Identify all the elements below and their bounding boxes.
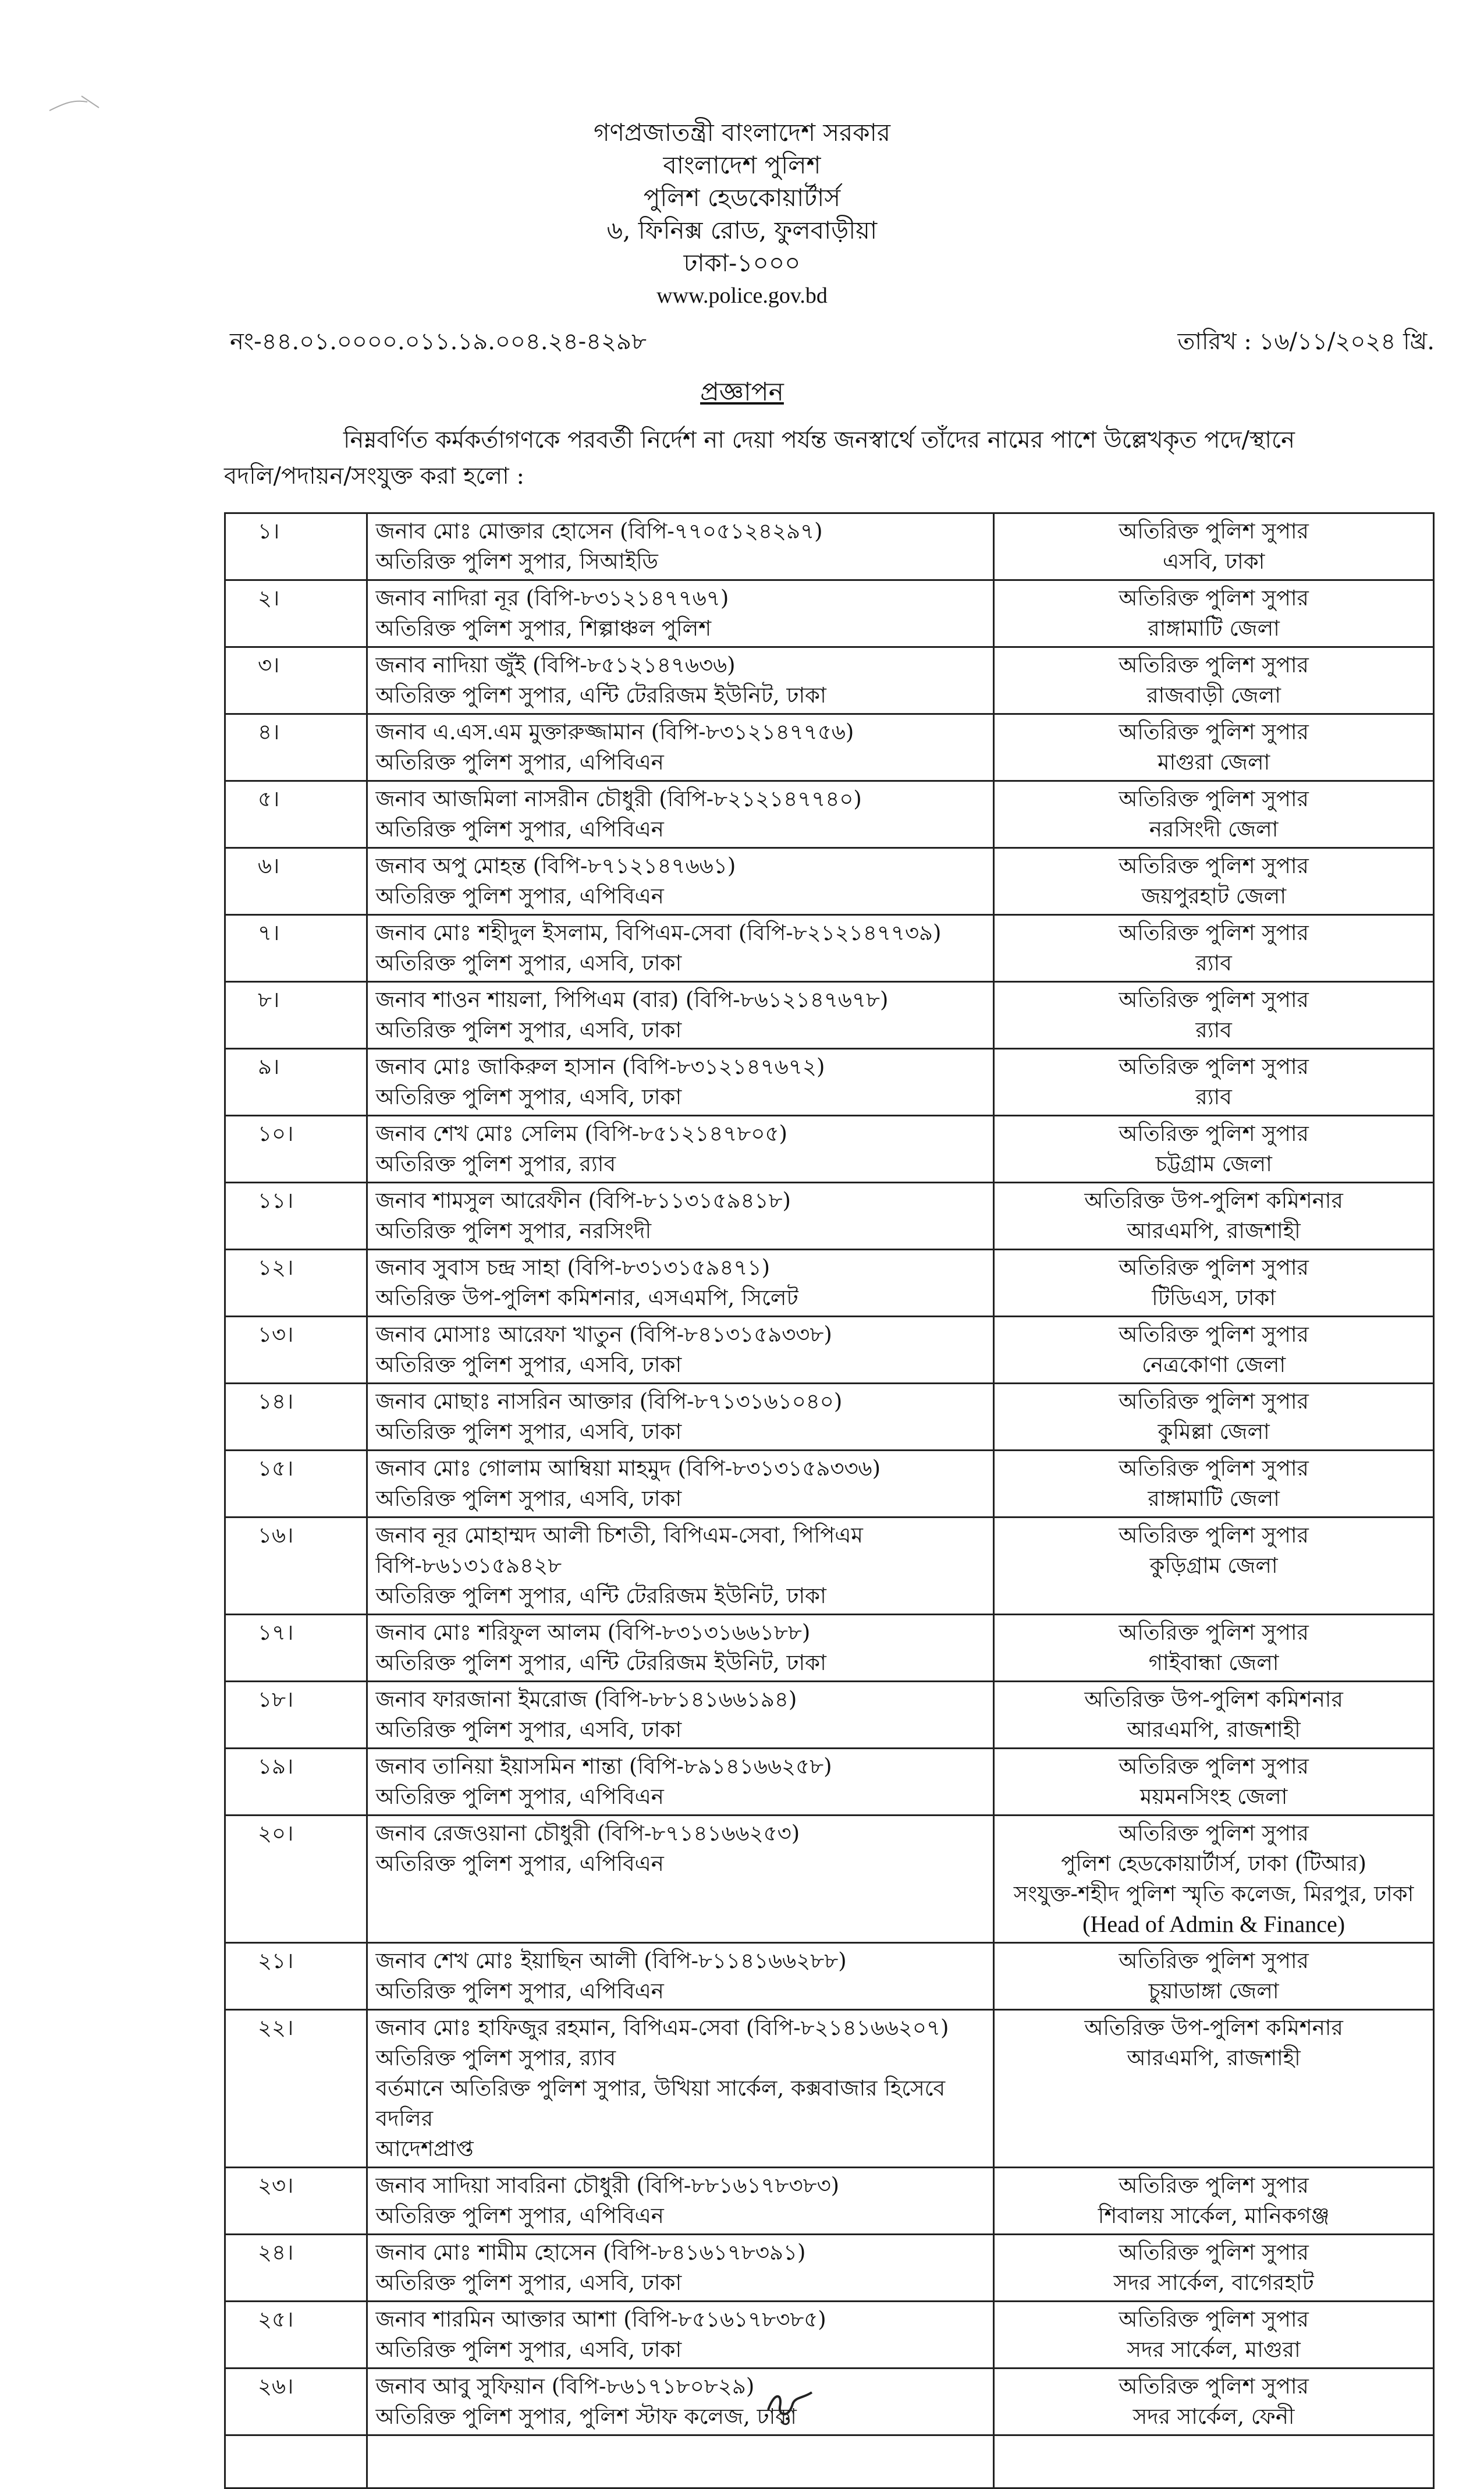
officer-name: বিপি-৮৬১৩১৫৯৪২৮ xyxy=(375,1553,562,1578)
current-posting: অতিরিক্ত পুলিশ সুপার, এপিবিএন xyxy=(375,750,664,775)
new-designation: অতিরিক্ত পুলিশ সুপার xyxy=(1119,586,1309,611)
officer-name: জনাব মোঃ শরিফুল আলম (বিপি-৮৩১৩১৬৬১৮৮) xyxy=(375,1620,811,1645)
table-row xyxy=(225,1049,1434,1116)
table-row xyxy=(225,1749,1434,1816)
transfer-table xyxy=(224,512,1435,2489)
officer-cell xyxy=(367,781,994,848)
new-posting-cell xyxy=(994,714,1434,781)
new-location: সদর সার্কেল, মাগুরা xyxy=(1127,2337,1301,2362)
table-row xyxy=(225,1116,1434,1183)
table-row xyxy=(225,781,1434,848)
serial-number: ১৮। xyxy=(225,1682,367,1749)
serial-number: ২। xyxy=(225,580,367,647)
new-designation: অতিরিক্ত পুলিশ সুপার xyxy=(1119,2374,1309,2399)
new-location: পুলিশ হেডকোয়ার্টার্স, ঢাকা (টিআর) xyxy=(1061,1851,1366,1876)
new-designation: অতিরিক্ত পুলিশ সুপার xyxy=(1119,1523,1309,1548)
new-location: সংযুক্ত-শহীদ পুলিশ স্মৃতি কলেজ, মিরপুর, ঢাকা xyxy=(1013,1881,1414,1906)
table-row xyxy=(225,1317,1434,1384)
memo-date: তারিখ : ১৬/১১/২০২৪ খ্রি. xyxy=(1177,328,1435,355)
current-posting: অতিরিক্ত পুলিশ সুপার, এপিবিএন xyxy=(375,817,664,842)
officer-cell xyxy=(367,2010,994,2168)
table-row xyxy=(225,1943,1434,2010)
officer-cell xyxy=(367,915,994,982)
table-row xyxy=(225,2235,1434,2302)
new-posting-cell xyxy=(994,1943,1434,2010)
officer-name: জনাব শারমিন আক্তার আশা (বিপি-৮৫১৬১৭৮৩৮৫) xyxy=(375,2307,826,2332)
new-designation: অতিরিক্ত পুলিশ সুপার xyxy=(1119,987,1309,1012)
new-designation: অতিরিক্ত পুলিশ সুপার xyxy=(1119,1456,1309,1481)
table-row xyxy=(225,1682,1434,1749)
officer-name: জনাব নূর মোহাম্মদ আলী চিশতী, বিপিএম-সেবা, পিপিএম xyxy=(375,1523,863,1548)
current-posting: অতিরিক্ত পুলিশ সুপার, এসবি, ঢাকা xyxy=(375,2270,682,2295)
new-designation: অতিরিক্ত পুলিশ সুপার xyxy=(1119,786,1309,811)
table-row xyxy=(225,2168,1434,2235)
new-location: কুমিল্লা জেলা xyxy=(1158,1419,1270,1444)
officer-name: জনাব মোঃ শামীম হোসেন (বিপি-৮৪১৬১৭৮৩৯১) xyxy=(375,2240,806,2265)
officer-cell xyxy=(367,580,994,647)
new-posting-cell xyxy=(994,848,1434,915)
address-street: ৬, ফিনিক্স রোড, ফুলবাড়ীয়া xyxy=(606,216,878,244)
new-designation: অতিরিক্ত পুলিশ সুপার xyxy=(1119,2240,1309,2265)
new-posting-cell xyxy=(994,1517,1434,1615)
officer-name: জনাব রেজওয়ানা চৌধুরী (বিপি-৮৭১৪১৬৬২৫৩) xyxy=(375,1821,800,1846)
officer-cell xyxy=(367,714,994,781)
serial-number: ১১। xyxy=(225,1183,367,1250)
current-posting: অতিরিক্ত পুলিশ সুপার, র‍্যাব xyxy=(375,1151,616,1176)
new-designation: অতিরিক্ত উপ-পুলিশ কমিশনার xyxy=(1084,1687,1343,1712)
website-link[interactable]: www.police.gov.bd xyxy=(656,283,828,308)
new-posting-cell xyxy=(994,1049,1434,1116)
office-name: পুলিশ হেডকোয়ার্টার্স xyxy=(643,183,841,212)
intro-line: বদলি/পদায়ন/সংযুক্ত করা হলো : xyxy=(224,463,524,490)
new-designation: অতিরিক্ত পুলিশ সুপার xyxy=(1119,1054,1309,1079)
new-posting-cell xyxy=(994,2168,1434,2235)
new-location: সদর সার্কেল, বাগেরহাট xyxy=(1113,2270,1314,2295)
new-location: র‍্যাব xyxy=(1195,1084,1232,1109)
reference-line xyxy=(230,323,1435,362)
officer-cell xyxy=(367,1451,994,1517)
empty-cell xyxy=(994,2435,1434,2488)
new-designation: অতিরিক্ত পুলিশ সুপার xyxy=(1119,1620,1309,1645)
new-location: রাঙ্গামাটি জেলা xyxy=(1148,1486,1280,1511)
new-posting-cell xyxy=(994,1116,1434,1183)
table-row xyxy=(225,1615,1434,1682)
intro-line: নিম্নবর্ণিত কর্মকর্তাগণকে পরবর্তী নির্দেশ না দেয়া পর্যন্ত জনস্বার্থে তাঁদের নামের পাশে উল্লেখকৃত পদে/স্থানে xyxy=(343,427,1295,453)
new-location: রাজবাড়ী জেলা xyxy=(1146,683,1281,708)
table-row xyxy=(225,1384,1434,1451)
new-location: গাইবান্ধা জেলা xyxy=(1148,1650,1279,1675)
new-posting-cell xyxy=(994,2235,1434,2302)
officer-name: জনাব আবু সুফিয়ান (বিপি-৮৬১৭১৮০৮২৯) xyxy=(375,2374,755,2399)
serial-number: ৭। xyxy=(225,915,367,982)
officer-cell xyxy=(367,1116,994,1183)
serial-number: ১৫। xyxy=(225,1451,367,1517)
table-row xyxy=(225,2302,1434,2369)
new-posting-cell xyxy=(994,781,1434,848)
govt-name: গণপ্রজাতন্ত্রী বাংলাদেশ সরকার xyxy=(594,118,890,147)
serial-number: ১০। xyxy=(225,1116,367,1183)
serial-number: ৪। xyxy=(225,714,367,781)
officer-name: জনাব মোঃ মোক্তার হোসেন (বিপি-৭৭০৫১২৪২৯৭) xyxy=(375,519,823,544)
new-posting-cell xyxy=(994,1183,1434,1250)
officer-cell xyxy=(367,2302,994,2369)
current-posting: অতিরিক্ত পুলিশ সুপার, এপিবিএন xyxy=(375,884,664,909)
officer-name: জনাব নাদিয়া জুঁই (বিপি-৮৫১২১৪৭৬৩৬) xyxy=(375,653,736,678)
officer-cell xyxy=(367,2369,994,2435)
table-row xyxy=(225,1517,1434,1615)
new-location: চট্টগ্রাম জেলা xyxy=(1155,1151,1272,1176)
current-posting: অতিরিক্ত পুলিশ সুপার, র‍্যাব xyxy=(375,2045,616,2070)
officer-name: জনাব মোঃ হাফিজুর রহমান, বিপিএম-সেবা (বিপি-৮২১৪১৬৬২০৭) xyxy=(375,2015,949,2040)
officer-cell xyxy=(367,1317,994,1384)
current-posting: অতিরিক্ত পুলিশ সুপার, এন্টি টেররিজম ইউনিট, ঢাকা xyxy=(375,683,826,708)
current-posting: অতিরিক্ত পুলিশ সুপার, এপিবিএন xyxy=(375,2203,664,2228)
table-row xyxy=(225,1816,1434,1943)
new-location: র‍্যাব xyxy=(1195,951,1232,976)
serial-number: ৮। xyxy=(225,982,367,1049)
new-location: মাগুরা জেলা xyxy=(1157,750,1270,775)
table-row xyxy=(225,714,1434,781)
new-location: চুয়াডাঙ্গা জেলা xyxy=(1148,1979,1279,2004)
dept-name: বাংলাদেশ পুলিশ xyxy=(663,151,821,179)
new-posting-cell xyxy=(994,1250,1434,1317)
new-posting-cell xyxy=(994,1317,1434,1384)
table-row xyxy=(225,2010,1434,2168)
table-row xyxy=(225,2369,1434,2435)
new-posting-cell xyxy=(994,982,1434,1049)
officer-name: জনাব মোঃ জাকিরুল হাসান (বিপি-৮৩১২১৪৭৬৭২) xyxy=(375,1054,825,1079)
new-designation: অতিরিক্ত পুলিশ সুপার xyxy=(1119,519,1309,544)
new-posting-cell xyxy=(994,1384,1434,1451)
empty-row xyxy=(225,2435,1434,2488)
new-location: শিবালয় সার্কেল, মানিকগঞ্জ xyxy=(1098,2203,1330,2228)
new-posting-cell xyxy=(994,915,1434,982)
current-posting: অতিরিক্ত পুলিশ সুপার, এসবি, ঢাকা xyxy=(375,1352,682,1377)
officer-name: জনাব মোঃ গোলাম আম্বিয়া মাহমুদ (বিপি-৮৩১৩১৫৯৩৩৬) xyxy=(375,1456,881,1481)
current-posting: অতিরিক্ত পুলিশ সুপার, নরসিংদী xyxy=(375,1218,652,1243)
current-posting: অতিরিক্ত পুলিশ সুপার, এপিবিএন xyxy=(375,1851,664,1876)
table-row xyxy=(225,1250,1434,1317)
new-designation: অতিরিক্ত পুলিশ সুপার xyxy=(1119,1754,1309,1779)
serial-number: ২৫। xyxy=(225,2302,367,2369)
officer-cell xyxy=(367,1816,994,1943)
officer-name: জনাব শেখ মোঃ সেলিম (বিপি-৮৫১২১৪৭৮০৫) xyxy=(375,1121,787,1146)
officer-name: জনাব শেখ মোঃ ইয়াছিন আলী (বিপি-৮১১৪১৬৬২৮৮) xyxy=(375,1948,847,1973)
new-posting-cell xyxy=(994,580,1434,647)
new-posting-cell xyxy=(994,1451,1434,1517)
serial-number: ৩। xyxy=(225,647,367,714)
new-designation: অতিরিক্ত পুলিশ সুপার xyxy=(1119,1389,1309,1414)
officer-cell xyxy=(367,1682,994,1749)
officer-cell xyxy=(367,848,994,915)
table-row xyxy=(225,982,1434,1049)
current-posting: অতিরিক্ত পুলিশ সুপার, এপিবিএন xyxy=(375,1979,664,2004)
table-row xyxy=(225,580,1434,647)
new-location: (Head of Admin & Finance) xyxy=(1082,1911,1345,1937)
table-row xyxy=(225,848,1434,915)
officer-cell xyxy=(367,1384,994,1451)
officer-cell xyxy=(367,1749,994,1816)
table-row xyxy=(225,647,1434,714)
current-posting: অতিরিক্ত পুলিশ সুপার, এসবি, ঢাকা xyxy=(375,1486,682,1511)
address-city: ঢাকা-১০০০ xyxy=(683,249,801,277)
new-location: ময়মনসিংহ জেলা xyxy=(1139,1784,1288,1809)
new-designation: অতিরিক্ত পুলিশ সুপার xyxy=(1119,920,1309,945)
table-row xyxy=(225,915,1434,982)
officer-cell xyxy=(367,647,994,714)
new-designation: অতিরিক্ত পুলিশ সুপার xyxy=(1119,719,1309,744)
current-posting: অতিরিক্ত উপ-পুলিশ কমিশনার, এসএমপি, সিলেট xyxy=(375,1285,798,1310)
current-posting: অতিরিক্ত পুলিশ সুপার, এপিবিএন xyxy=(375,1784,664,1809)
new-designation: অতিরিক্ত পুলিশ সুপার xyxy=(1119,1821,1309,1846)
officer-name: জনাব তানিয়া ইয়াসমিন শান্তা (বিপি-৮৯১৪১৬৬২৫৮) xyxy=(375,1754,832,1779)
memo-number: নং-৪৪.০১.০০০০.০১১.১৯.০০৪.২৪-৪২৯৮ xyxy=(230,328,647,355)
new-designation: অতিরিক্ত পুলিশ সুপার xyxy=(1119,1255,1309,1280)
current-posting: অতিরিক্ত পুলিশ সুপার, এসবি, ঢাকা xyxy=(375,1084,682,1109)
new-posting-cell xyxy=(994,647,1434,714)
officer-cell xyxy=(367,513,994,580)
new-location: আরএমপি, রাজশাহী xyxy=(1127,1218,1301,1243)
serial-number: ২০। xyxy=(225,1816,367,1943)
new-location: টিডিএস, ঢাকা xyxy=(1152,1285,1276,1310)
current-posting: অতিরিক্ত পুলিশ সুপার, শিল্পাঞ্চল পুলিশ xyxy=(375,616,712,641)
officer-cell xyxy=(367,1517,994,1615)
intro-paragraph xyxy=(224,422,1437,494)
new-designation: অতিরিক্ত পুলিশ সুপার xyxy=(1119,1948,1309,1973)
table-row xyxy=(225,1183,1434,1250)
new-posting-cell xyxy=(994,1682,1434,1749)
officer-cell xyxy=(367,1049,994,1116)
officer-name: জনাব নাদিরা নূর (বিপি-৮৩১২১৪৭৭৬৭) xyxy=(375,586,729,611)
new-posting-cell xyxy=(994,513,1434,580)
serial-number: ৫। xyxy=(225,781,367,848)
current-posting: অতিরিক্ত পুলিশ সুপার, এসবি, ঢাকা xyxy=(375,2337,682,2362)
serial-number: ২১। xyxy=(225,1943,367,2010)
officer-name: জনাব ফারজানা ইমরোজ (বিপি-৮৮১৪১৬৬১৯৪) xyxy=(375,1687,797,1712)
signature-mark-icon xyxy=(757,2375,826,2427)
officer-name: জনাব এ.এস.এম মুক্তারুজ্জামান (বিপি-৮৩১২১৪৭৭৫৬) xyxy=(375,719,854,744)
new-posting-cell xyxy=(994,2302,1434,2369)
officer-cell xyxy=(367,1183,994,1250)
new-location: নরসিংদী জেলা xyxy=(1149,817,1279,842)
serial-number: ১৯। xyxy=(225,1749,367,1816)
new-location: র‍্যাব xyxy=(1195,1017,1232,1043)
officer-cell xyxy=(367,982,994,1049)
officer-name: জনাব মোছাঃ নাসরিন আক্তার (বিপি-৮৭১৩১৬১০৪০) xyxy=(375,1389,843,1414)
officer-name: জনাব সুবাস চন্দ্র সাহা (বিপি-৮৩১৩১৫৯৪৭১) xyxy=(375,1255,770,1280)
new-location: রাঙ্গামাটি জেলা xyxy=(1148,616,1280,641)
serial-number: ১৩। xyxy=(225,1317,367,1384)
current-posting: অতিরিক্ত পুলিশ সুপার, এসবি, ঢাকা xyxy=(375,951,682,976)
new-location: এসবি, ঢাকা xyxy=(1162,549,1265,574)
new-location: নেত্রকোণা জেলা xyxy=(1142,1352,1286,1377)
empty-cell xyxy=(367,2435,994,2488)
serial-number: ১। xyxy=(225,513,367,580)
officer-name: জনাব মোসাঃ আরেফা খাতুন (বিপি-৮৪১৩১৫৯৩৩৮) xyxy=(375,1322,832,1347)
officer-cell xyxy=(367,2168,994,2235)
new-posting-cell xyxy=(994,1816,1434,1943)
transfer-table-wrapper xyxy=(224,512,1435,2489)
new-designation: অতিরিক্ত পুলিশ সুপার xyxy=(1119,1322,1309,1347)
officer-name: জনাব সাদিয়া সাবরিনা চৌধুরী (বিপি-৮৮১৬১৭৮৩৮৩) xyxy=(375,2173,840,2198)
current-posting: অতিরিক্ত পুলিশ সুপার, এন্টি টেররিজম ইউনিট, ঢাকা xyxy=(375,1650,826,1675)
serial-number: ২৩। xyxy=(225,2168,367,2235)
current-posting: অতিরিক্ত পুলিশ সুপার, এসবি, ঢাকা xyxy=(375,1017,682,1043)
serial-number: ২৬। xyxy=(225,2369,367,2435)
current-posting: অতিরিক্ত পুলিশ সুপার, এসবি, ঢাকা xyxy=(375,1717,682,1742)
new-posting-cell xyxy=(994,1749,1434,1816)
new-location: কুড়িগ্রাম জেলা xyxy=(1149,1553,1278,1578)
serial-number: ১৬। xyxy=(225,1517,367,1615)
officer-name: জনাব শাওন শায়লা, পিপিএম (বার) (বিপি-৮৬১২১৪৭৬৭৮) xyxy=(375,987,889,1012)
serial-number: ১৭। xyxy=(225,1615,367,1682)
officer-cell xyxy=(367,2235,994,2302)
current-posting: অতিরিক্ত পুলিশ সুপার, এন্টি টেররিজম ইউনিট, ঢাকা xyxy=(375,1583,826,1608)
officer-name: জনাব আজমিলা নাসরীন চৌধুরী (বিপি-৮২১২১৪৭৭৪০) xyxy=(375,786,862,811)
letterhead xyxy=(0,116,1484,312)
serial-number: ৬। xyxy=(225,848,367,915)
officer-name: জনাব অপু মোহন্ত (বিপি-৮৭১২১৪৭৬৬১) xyxy=(375,853,736,878)
new-location: সদর সার্কেল, ফেনী xyxy=(1132,2404,1295,2429)
officer-cell xyxy=(367,1250,994,1317)
serial-number: ৯। xyxy=(225,1049,367,1116)
officer-name: জনাব মোঃ শহীদুল ইসলাম, বিপিএম-সেবা (বিপি-৮২১২১৪৭৭৩৯) xyxy=(375,920,942,945)
new-posting-cell xyxy=(994,1615,1434,1682)
serial-number: ১২। xyxy=(225,1250,367,1317)
new-location: আরএমপি, রাজশাহী xyxy=(1127,2045,1301,2070)
new-designation: অতিরিক্ত পুলিশ সুপার xyxy=(1119,2307,1309,2332)
officer-name: জনাব শামসুল আরেফীন (বিপি-৮১১৩১৫৯৪১৮) xyxy=(375,1188,791,1213)
new-location: জয়পুরহাট জেলা xyxy=(1141,884,1287,909)
new-designation: অতিরিক্ত পুলিশ সুপার xyxy=(1119,853,1309,878)
current-posting: আদেশপ্রাপ্ত xyxy=(375,2136,474,2161)
new-designation: অতিরিক্ত পুলিশ সুপার xyxy=(1119,653,1309,678)
current-posting: অতিরিক্ত পুলিশ সুপার, পুলিশ স্টাফ কলেজ, ঢাকা xyxy=(375,2404,797,2429)
empty-cell xyxy=(225,2435,367,2488)
table-row xyxy=(225,513,1434,580)
new-designation: অতিরিক্ত পুলিশ সুপার xyxy=(1119,2173,1309,2198)
new-posting-cell xyxy=(994,2010,1434,2168)
new-designation: অতিরিক্ত উপ-পুলিশ কমিশনার xyxy=(1084,1188,1343,1213)
officer-cell xyxy=(367,1943,994,2010)
new-posting-cell xyxy=(994,2369,1434,2435)
current-posting: বর্তমানে অতিরিক্ত পুলিশ সুপার, উখিয়া সার্কেল, কক্সবাজার হিসেবে বদলির xyxy=(375,2076,946,2131)
serial-number: ২৪। xyxy=(225,2235,367,2302)
table-row xyxy=(225,1451,1434,1517)
notice-title: প্রজ্ঞাপন xyxy=(700,377,784,407)
current-posting: অতিরিক্ত পুলিশ সুপার, এসবি, ঢাকা xyxy=(375,1419,682,1444)
new-designation: অতিরিক্ত উপ-পুলিশ কমিশনার xyxy=(1084,2015,1343,2040)
serial-number: ১৪। xyxy=(225,1384,367,1451)
serial-number: ২২। xyxy=(225,2010,367,2168)
current-posting: অতিরিক্ত পুলিশ সুপার, সিআইডি xyxy=(375,549,658,574)
new-location: আরএমপি, রাজশাহী xyxy=(1127,1717,1301,1742)
new-designation: অতিরিক্ত পুলিশ সুপার xyxy=(1119,1121,1309,1146)
officer-cell xyxy=(367,1615,994,1682)
